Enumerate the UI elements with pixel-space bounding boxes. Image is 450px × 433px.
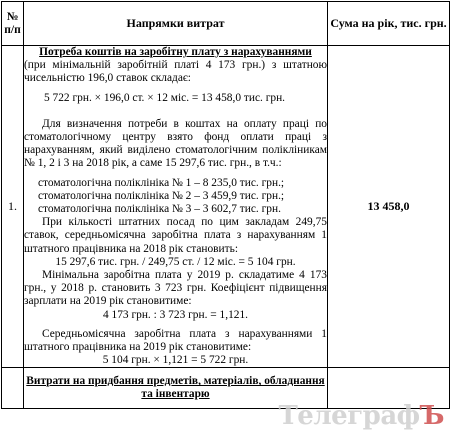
header-directions: Напрямки витрат xyxy=(24,2,328,46)
row-number: 1. xyxy=(2,46,24,368)
section-title: Потреба коштів на заробітну плату з нарахуваннями xyxy=(39,46,312,58)
section-title: Витрати на придбання предметів, матеріалів, обладнання та інвентарю xyxy=(26,375,325,401)
paragraph: При кількості штатних посад по цим закладам 249,75 ставок, середньомісячна заробітна плата з нарахуванням 1 штатного працівника на 2018 рік становить: xyxy=(24,216,327,255)
row-sum xyxy=(328,368,450,409)
telegraf-watermark-logo: ТелеграфЪ xyxy=(278,401,444,431)
table-row xyxy=(2,46,450,368)
header-number: № п/п xyxy=(2,2,24,46)
table-row xyxy=(2,368,450,409)
row-sum: 13 458,0 xyxy=(328,46,450,368)
clinic-line: стоматологічна поліклініка № 2 – 3 459,9 тис. грн.; xyxy=(38,189,285,202)
expense-table xyxy=(1,1,450,409)
paragraph: Мінімальна заробітна плата у 2019 р. складатиме 4 173 грн., у 2018 р. становить 3 723 грн. Коефіцієнт підвищення зарплати на 2019 рік становитиме: xyxy=(24,269,327,308)
calculation: 4 173 грн. : 3 723 грн. = 1,121. xyxy=(102,308,249,321)
row-description xyxy=(24,46,328,368)
paragraph: Для визначення потреби в коштах на оплату праці по стоматологічному центру взято фонд оплати праці з нарахуванням, який виділено стоматологічним полікліникам № 1, 2 і 3 на 2018 рік, а саме 15 297,6 тис. грн., в т.ч.: xyxy=(24,117,327,170)
clinic-line: стоматологічна поліклініка № 3 – 3 602,7 тис. грн. xyxy=(38,203,281,216)
calculation: 5 104 грн. × 1,121 = 5 722 грн. xyxy=(102,354,249,367)
table-header-row xyxy=(2,2,450,46)
calculation: 5 722 грн. × 196,0 ст. × 12 міс. = 13 458,0 тис. грн. xyxy=(44,91,286,104)
paragraph: Середньомісячна заробітна плата з нарахуваннями 1 штатного працівника на 2019 рік становитиме: xyxy=(24,327,327,354)
paragraph: (при мінімальній заробітній платі 4 173 грн.) з штатною чисельністю 196,0 ставок складає: xyxy=(24,59,327,85)
calculation: 15 297,6 тис. грн. / 249,75 ст. / 12 міс. = 5 104 грн. xyxy=(55,255,296,268)
row-number xyxy=(2,368,24,409)
row-description xyxy=(24,368,328,409)
clinic-line: стоматологічна поліклініка № 1 – 8 235,0 тис. грн.; xyxy=(38,176,285,189)
header-sum: Сума на рік, тис. грн. xyxy=(328,2,450,46)
